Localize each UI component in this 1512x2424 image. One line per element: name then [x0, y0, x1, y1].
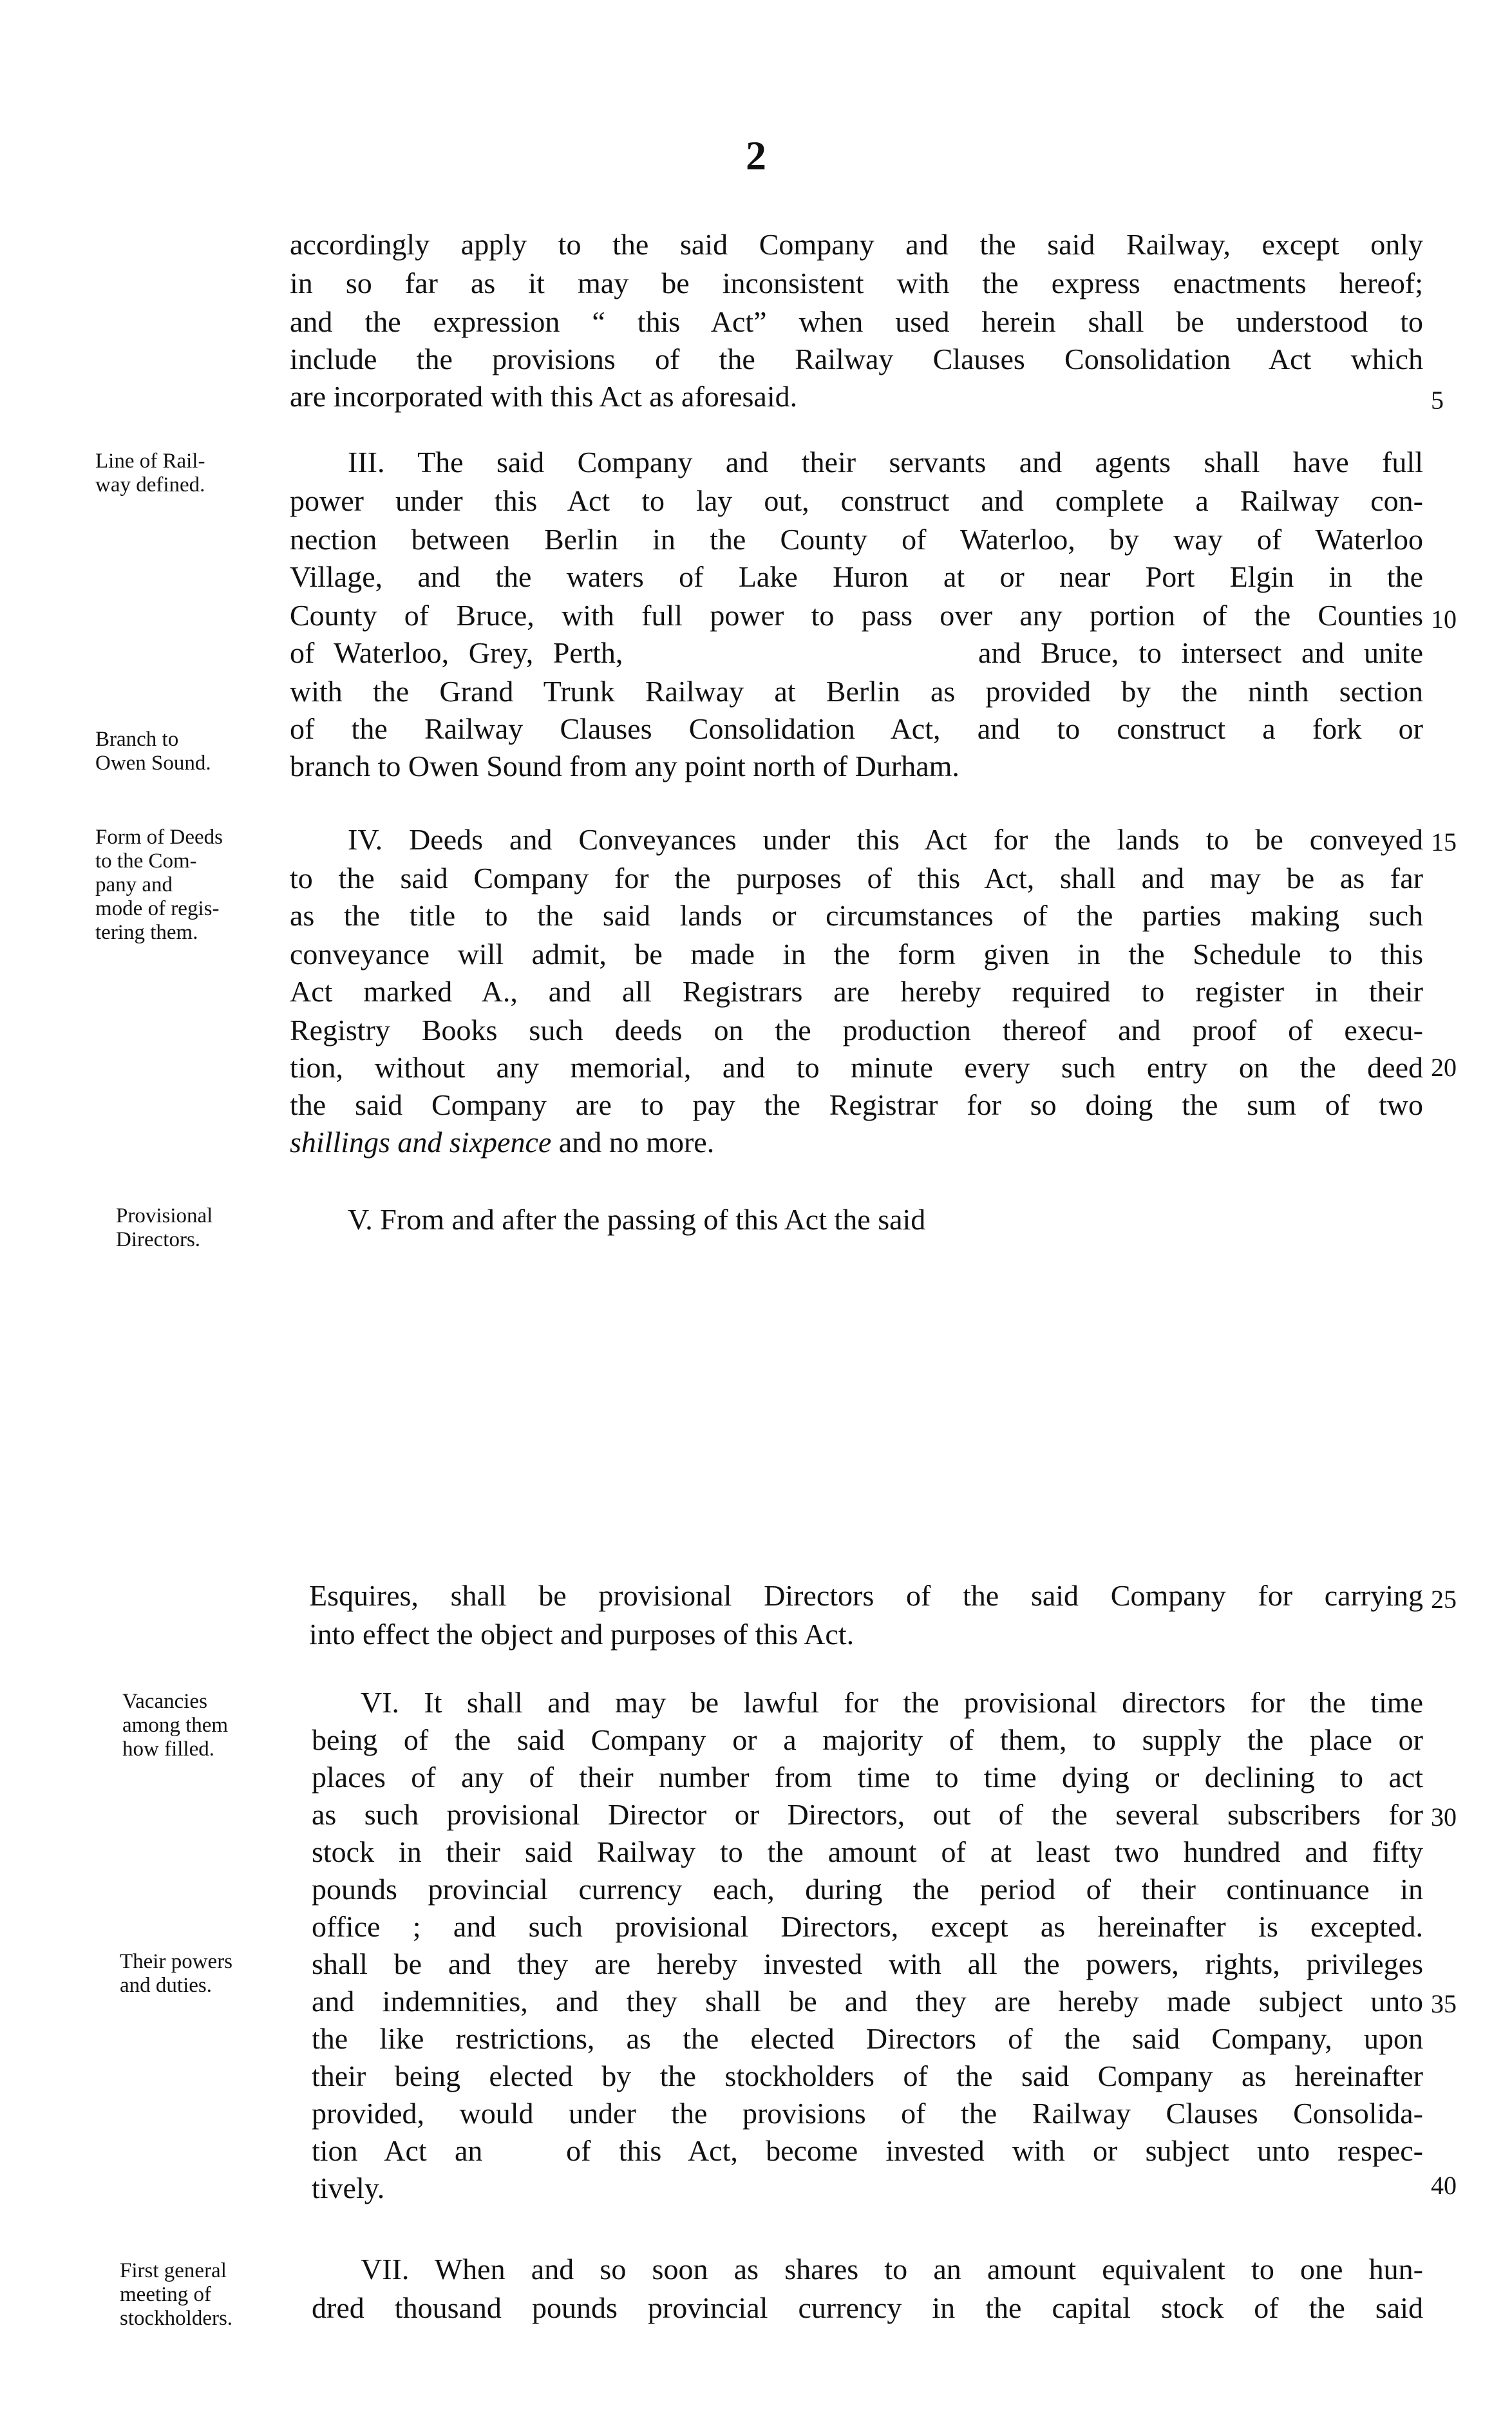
text-line: tion Act an of this Act, become invested with or subject unto respec- — [312, 2134, 1423, 2167]
line-number: 20 — [1431, 1053, 1457, 1082]
text-line: stock in their said Railway to the amount of at least two hundred and fifty — [312, 1835, 1423, 1868]
text-line: to the said Company for the purposes of this Act, shall and may be as far — [290, 862, 1423, 895]
text-line: being of the said Company or a majority of them, to supply the place or — [312, 1723, 1423, 1756]
margin-note-line: meeting of — [120, 2283, 212, 2306]
margin-note-line: Vacancies — [122, 1690, 207, 1713]
margin-note-line: to the Com- — [95, 849, 197, 873]
margin-note-line: Form of Deeds — [95, 826, 223, 849]
text-line: places of any of their number from time to time dying or declining to act — [312, 1761, 1423, 1794]
margin-note-vacancies — [122, 1690, 316, 1761]
margin-note-line: mode of regis- — [95, 897, 220, 920]
text-line: accordingly apply to the said Company and the said Railway, except only — [290, 228, 1423, 261]
text-line: power under this Act to lay out, construct and complete a Railway con- — [290, 484, 1423, 517]
line-number: 5 — [1431, 386, 1444, 415]
text-line: County of Bruce, with full power to pass over any portion of the Counties — [290, 599, 1423, 632]
line-number: 35 — [1431, 1989, 1457, 2018]
text-line: Act marked A., and all Registrars are hereby required to register in their — [290, 975, 1423, 1008]
margin-note-line: stockholders. — [120, 2307, 233, 2330]
text-line: with the Grand Trunk Railway at Berlin as provided by the ninth section — [290, 675, 1423, 708]
text-line: include the provisions of the Railway Clauses Consolidation Act which — [290, 343, 1423, 375]
margin-note-line: First general — [120, 2259, 227, 2282]
text-line: in so far as it may be inconsistent with the express enactments hereof; — [290, 267, 1423, 299]
text-line: and the expression “ this Act” when used herein shall be understood to — [290, 305, 1423, 338]
text-fragment: and no more. — [551, 1126, 715, 1159]
text-line: VI. It shall and may be lawful for the provisional directors for the time — [361, 1686, 1423, 1719]
text-line: of Waterloo, Grey, Perth, and Bruce, to intersect and unite — [290, 636, 1423, 669]
text-line: office ; and such provisional Directors, except as hereinafter is excepted. — [312, 1910, 1423, 1943]
margin-note-line: Line of Rail- — [95, 450, 205, 473]
margin-note-line: and duties. — [120, 1974, 212, 1997]
text-line: of the Railway Clauses Consolidation Act, and to construct a fork or — [290, 712, 1423, 745]
text-line: as the title to the said lands or circumstances of the parties making such — [290, 899, 1423, 932]
text-line: Village, and the waters of Lake Huron at or near Port Elgin in the — [290, 560, 1423, 593]
text-line: into effect the object and purposes of this Act. — [309, 1618, 855, 1651]
text-line: the like restrictions, as the elected Directors of the said Company, upon — [312, 2022, 1423, 2055]
text-line: dred thousand pounds provincial currency in the capital stock of the said — [312, 2291, 1423, 2324]
italic-amount: shillings and sixpence — [290, 1126, 552, 1159]
margin-note-line: Directors. — [116, 1228, 201, 1251]
text-line: III. The said Company and their servants and agents shall have full — [348, 446, 1423, 478]
line-number: 15 — [1431, 828, 1457, 857]
text-line — [290, 1124, 1423, 1160]
text-line: VII. When and so soon as shares to an amount equivalent to one hun- — [361, 2253, 1423, 2286]
text-line: and indemnities, and they shall be and they are hereby made subject unto — [312, 1985, 1423, 2018]
text-line: conveyance will admit, be made in the form given in the Schedule to this — [290, 938, 1423, 971]
text-line: Registry Books such deeds on the production thereof and proof of execu- — [290, 1014, 1423, 1046]
text-line: the said Company are to pay the Registrar for so doing the sum of two — [290, 1088, 1423, 1121]
text-line: as such provisional Director or Directors, out of the several subscribers for — [312, 1798, 1423, 1831]
margin-note-line: pany and — [95, 873, 173, 896]
line-number: 30 — [1431, 1803, 1457, 1832]
margin-note-line: Owen Sound. — [95, 752, 211, 775]
margin-note-deeds — [95, 826, 288, 945]
margin-note-provisional — [116, 1204, 309, 1252]
margin-note-line-of-railway — [95, 450, 288, 497]
margin-note-line: Branch to — [95, 728, 179, 751]
text-line: V. From and after the passing of this Act the said — [348, 1203, 926, 1236]
text-line: their being elected by the stockholders of the said Company as hereinafter — [312, 2059, 1423, 2092]
text-line: nection between Berlin in the County of Waterloo, by way of Waterloo — [290, 523, 1423, 556]
line-number: 10 — [1431, 605, 1457, 634]
page-number: 2 — [746, 133, 766, 178]
margin-note-first-meeting — [120, 2259, 313, 2331]
margin-note-line: way defined. — [95, 473, 205, 497]
margin-note-branch — [95, 728, 288, 775]
line-number: 25 — [1431, 1585, 1457, 1614]
margin-note-line: among them — [122, 1714, 229, 1737]
line-number: 40 — [1431, 2171, 1457, 2200]
margin-note-line: how filled. — [122, 1738, 214, 1761]
margin-note-powers — [120, 1950, 313, 1998]
text-line: pounds provincial currency each, during the period of their continuance in — [312, 1873, 1423, 1906]
margin-note-line: tering them. — [95, 921, 198, 944]
margin-note-line: Provisional — [116, 1204, 213, 1227]
text-line: tively. — [312, 2172, 385, 2204]
text-line: are incorporated with this Act as aforesaid. — [290, 380, 798, 413]
text-line: IV. Deeds and Conveyances under this Act for the lands to be conveyed — [348, 823, 1423, 856]
text-line: Esquires, shall be provisional Directors of the said Company for carrying — [309, 1579, 1423, 1612]
text-line: tion, without any memorial, and to minute every such entry on the deed — [290, 1051, 1423, 1084]
text-line: provided, would under the provisions of the Railway Clauses Consolida- — [312, 2097, 1423, 2130]
margin-note-line: Their powers — [120, 1950, 233, 1973]
text-line: shall be and they are hereby invested with all the powers, rights, privileges — [312, 1947, 1423, 1980]
text-line: branch to Owen Sound from any point north of Durham. — [290, 750, 959, 782]
